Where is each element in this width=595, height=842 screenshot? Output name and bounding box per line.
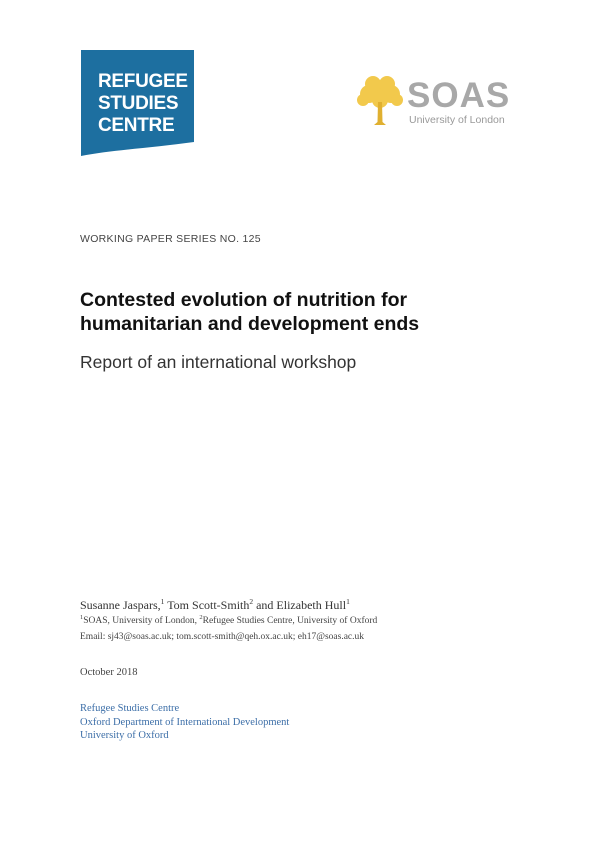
affiliations-line: [80, 614, 377, 626]
authors-line: [80, 597, 350, 613]
organisation-line-2: Oxford Department of International Development: [80, 716, 290, 728]
author-1: Susanne Jaspars,: [80, 598, 161, 612]
affiliation-1-mark: 1: [80, 614, 84, 621]
rsc-logo-line-2: STUDIES: [98, 93, 179, 114]
affiliation-1: SOAS, University of London,: [83, 616, 200, 626]
affiliation-2: Refugee Studies Centre, University of Oxford: [202, 616, 378, 626]
publication-date: October 2018: [80, 667, 138, 678]
rsc-logo-line-3: CENTRE: [98, 115, 175, 136]
rsc-logo-line-1: REFUGEE: [98, 71, 188, 92]
soas-subtitle: University of London: [409, 114, 505, 126]
series-label: WORKING PAPER SERIES NO. 125: [80, 233, 261, 245]
refugee-studies-centre-logo: [81, 50, 194, 163]
author-2: Tom Scott-Smith: [164, 598, 250, 612]
soas-name: SOAS: [407, 76, 511, 115]
rsc-logo-text: [98, 71, 188, 137]
author-3: and Elizabeth Hull: [253, 598, 347, 612]
organisation-line-3: University of Oxford: [80, 730, 169, 741]
affiliation-2-mark: 2: [199, 614, 203, 621]
page-subtitle: Report of an international workshop: [80, 352, 357, 372]
organisation-line-1: Refugee Studies Centre: [80, 703, 180, 714]
organisation-block: [80, 702, 289, 743]
tree-icon: [355, 74, 405, 126]
author-3-affiliation-mark: 1: [346, 597, 350, 606]
author-1-affiliation-mark: 1: [160, 597, 165, 606]
author-2-affiliation-mark: 2: [249, 597, 254, 606]
page-title: Contested evolution of nutrition for humanitarian and development ends: [80, 289, 420, 335]
soas-logo: [355, 74, 525, 134]
emails-line: Email: sj43@soas.ac.uk; tom.scott-smith@qeh.ox.ac.uk; eh17@soas.ac.uk: [80, 632, 365, 642]
